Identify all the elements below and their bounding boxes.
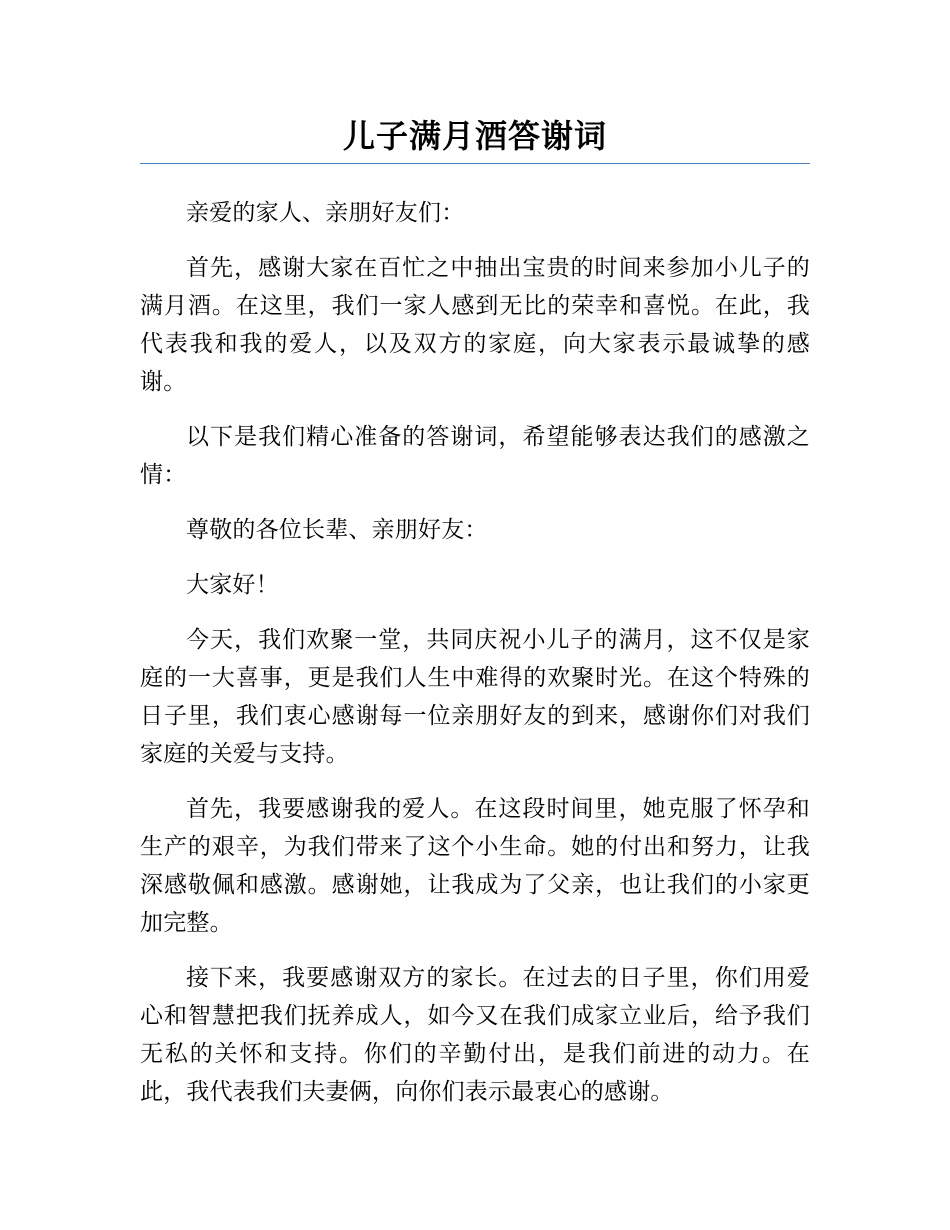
document-title: 儿子满月酒答谢词 — [342, 117, 607, 155]
body-paragraph: 以下是我们精心准备的答谢词，希望能够表达我们的感激之情： — [140, 424, 810, 488]
title-underline-divider — [140, 163, 810, 164]
greeting-paragraph: 大家好！ — [186, 572, 279, 598]
document-body — [140, 194, 810, 1128]
body-paragraph: 首先，感谢大家在百忙之中抽出宝贵的时间来参加小儿子的满月酒。在这里，我们一家人感到无比的荣幸和喜悦。在此，我代表我和我的爱人，以及双方的家庭，向大家表示最诚挚的感谢。 — [140, 255, 810, 395]
salutation-paragraph: 尊敬的各位长辈、亲朋好友： — [186, 517, 488, 543]
body-paragraph: 今天，我们欢聚一堂，共同庆祝小儿子的满月，这不仅是家庭的一大喜事，更是我们人生中难得的欢聚时光。在这个特殊的日子里，我们衷心感谢每一位亲朋好友的到来，感谢你们对我们家庭的关爱与支持。 — [140, 627, 810, 767]
body-paragraph: 首先，我要感谢我的爱人。在这段时间里，她克服了怀孕和生产的艰辛，为我们带来了这个小生命。她的付出和努力，让我深感敬佩和感激。感谢她，让我成为了父亲，也让我们的小家更加完整。 — [140, 796, 810, 936]
body-paragraph: 接下来，我要感谢双方的家长。在过去的日子里，你们用爱心和智慧把我们抚养成人，如今又在我们成家立业后，给予我们无私的关怀和支持。你们的辛勤付出，是我们前进的动力。在此，我代表我们夫妻俩，向你们表示最衷心的感谢。 — [140, 965, 810, 1105]
salutation-paragraph: 亲爱的家人、亲朋好友们： — [186, 200, 465, 226]
